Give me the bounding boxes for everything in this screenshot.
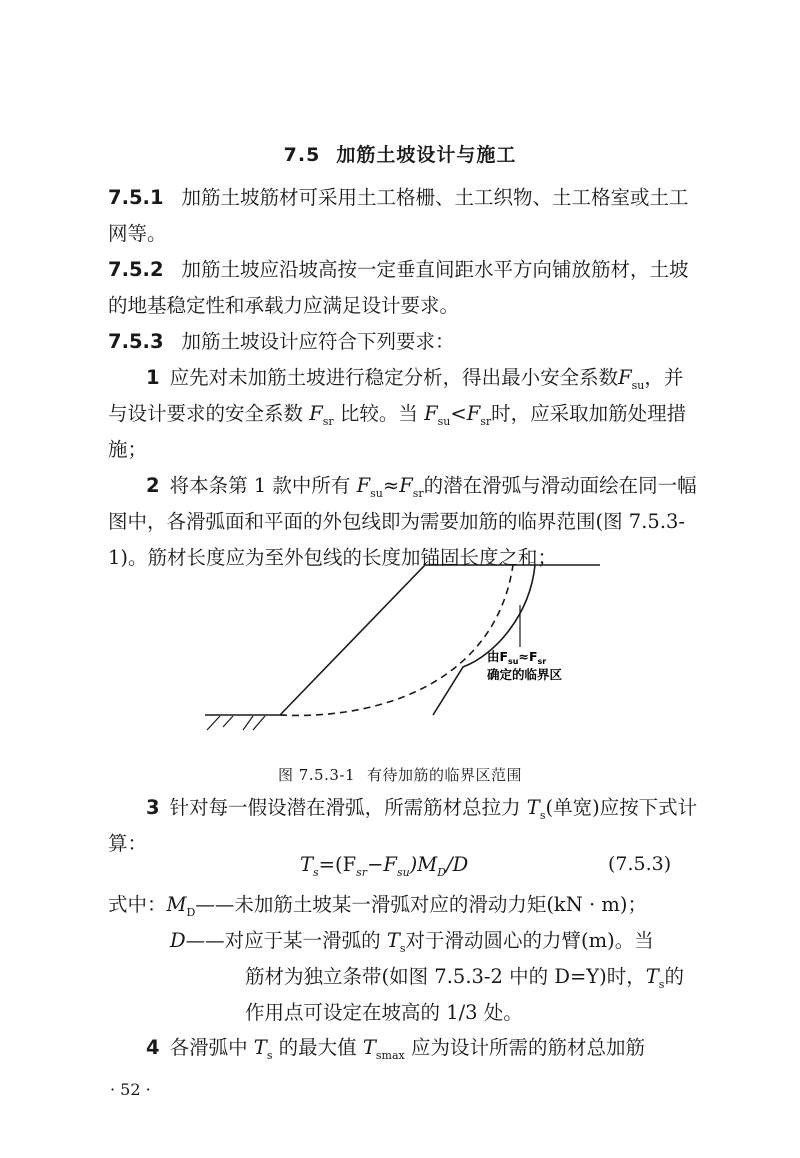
- label-line-1: [487, 649, 546, 666]
- label-sub: su: [508, 657, 519, 666]
- hatch-2: [223, 716, 233, 727]
- item-number: 4: [146, 1036, 160, 1059]
- formula-part: /D: [446, 853, 469, 876]
- label-part: 由F: [487, 649, 509, 664]
- formula-sub: sr: [356, 865, 368, 879]
- symbol-f: F: [356, 474, 371, 497]
- item-number: 2: [146, 474, 160, 497]
- item-number: 1: [146, 366, 160, 389]
- definition-md: [108, 887, 647, 923]
- formula-part: )M: [409, 853, 438, 876]
- symbol-f: F: [309, 402, 323, 425]
- item-text: 应为设计所需的筋材总加筋: [410, 1036, 645, 1059]
- formula-sub: D: [437, 865, 447, 879]
- clause-7-5-2: [108, 252, 698, 324]
- symbol-sub: s: [399, 941, 406, 955]
- symbol-sub: su: [437, 414, 451, 428]
- item-text: ，并与设计要求的安全系数: [108, 366, 684, 425]
- formula-part: =(F: [318, 853, 357, 876]
- formula-sub: su: [396, 865, 410, 879]
- symbol-sub: sr: [480, 414, 492, 428]
- symbol-d: D: [170, 929, 186, 952]
- label-part: ≈F: [518, 649, 538, 664]
- symbol-t: T: [386, 929, 400, 952]
- hatch-4: [253, 716, 265, 730]
- symbol-sub: D: [186, 905, 196, 919]
- definition-d: [170, 923, 654, 959]
- section-heading: 加筋土坡设计与施工: [336, 144, 517, 166]
- symbol-t: T: [253, 1036, 267, 1059]
- caption-number: 图 7.5.3-1: [277, 766, 356, 784]
- symbol-sub: s: [266, 1048, 273, 1062]
- symbol-f: F: [424, 402, 438, 425]
- symbol-sub: smax: [375, 1048, 405, 1062]
- item-1: [108, 360, 698, 468]
- critical-zone-figure: [195, 555, 615, 755]
- definition-intro: 式中：: [108, 893, 167, 916]
- formula-part: −F: [367, 853, 397, 876]
- clause-7-5-1: [108, 180, 698, 252]
- section-title: [0, 140, 800, 167]
- item-3: [108, 790, 698, 862]
- symbol-t: T: [362, 1036, 376, 1059]
- symbol-sub: sr: [412, 486, 424, 500]
- clause-text: 加筋土坡设计应符合下列要求：: [181, 330, 455, 353]
- definition-text: 的: [664, 965, 684, 988]
- slip-arc-dashed: [280, 565, 513, 715]
- item-text: 应先对未加筋土坡进行稳定分析，得出最小安全系数: [169, 366, 619, 389]
- figure-caption: [0, 764, 800, 785]
- definition-text: ——未加筋土坡某一滑弧对应的滑动力矩(kN · m)；: [195, 893, 647, 916]
- clause-text: 加筋土坡筋材可采用土工格栅、土工织物、土工格室或土工网等。: [108, 186, 689, 245]
- clause-text: 加筋土坡应沿坡高按一定垂直间距水平方向铺放筋材，土坡的地基稳定性和承载力应满足设计要求。: [108, 258, 689, 317]
- item-text: 各滑弧中: [169, 1036, 248, 1059]
- hatch-3: [243, 716, 253, 730]
- formula-sub: s: [313, 865, 319, 879]
- item-text: 的最大值: [278, 1036, 357, 1059]
- page-number: · 52 ·: [110, 1080, 151, 1099]
- symbol-sub: s: [658, 977, 665, 991]
- clause-number: 7.5.2: [108, 258, 164, 281]
- symbol-t: T: [526, 796, 540, 819]
- item-text: 将本条第 1 款中所有: [169, 474, 351, 497]
- definition-text: ——对应于某一滑弧的: [185, 929, 381, 952]
- symbol-f: F: [399, 474, 413, 497]
- formula-number: (7.5.3): [608, 853, 672, 875]
- definition-text: 对于滑动圆心的力臂(m)。当: [405, 929, 654, 952]
- item-text: (单宽)应按下式计算：: [108, 796, 698, 855]
- formula-7-5-3: [300, 853, 469, 879]
- symbol-sub: s: [539, 808, 546, 822]
- clause-number: 7.5.3: [108, 330, 164, 353]
- approx-sign: ≈: [382, 474, 400, 497]
- less-than-sign: <: [450, 402, 467, 425]
- symbol-m: M: [166, 893, 187, 916]
- symbol-f: F: [618, 366, 632, 389]
- item-text: 比较。当: [339, 402, 418, 425]
- symbol-sub: su: [370, 486, 383, 500]
- label-line-2: 确定的临界区: [487, 667, 563, 682]
- definition-d-line-2: [245, 959, 684, 995]
- caption-text: 有待加筋的临界区范围: [367, 766, 523, 784]
- item-number: 3: [146, 796, 160, 819]
- hatch-1: [207, 716, 220, 730]
- symbol-f: F: [466, 402, 481, 425]
- slope-face: [280, 565, 425, 715]
- symbol-sub: sr: [322, 414, 334, 428]
- label-sub: sr: [537, 657, 547, 666]
- section-number: 7.5: [283, 144, 321, 166]
- formula-part: T: [300, 853, 314, 876]
- item-4: [108, 1030, 698, 1066]
- symbol-t: T: [645, 965, 659, 988]
- item-text: 时，应采取加筋处理措施；: [108, 402, 687, 461]
- clause-7-5-3: [108, 324, 698, 360]
- symbol-sub: su: [631, 378, 645, 392]
- item-text: 的潜在滑弧与滑动面绘在同一幅图中，各滑弧面和平面的外包线即为需要加筋的临界范围(图 7.5.3-1)。筋材长度应为至外包线的长度加锚固长度之和；: [108, 474, 697, 569]
- definition-text: 筋材为独立条带(如图 7.5.3-2 中的 D=Y)时，: [245, 965, 646, 988]
- item-text: 针对每一假设潜在滑弧，所需筋材总拉力: [169, 796, 521, 819]
- clause-number: 7.5.1: [108, 186, 164, 209]
- definition-d-line-3: 作用点可设定在坡高的 1/3 处。: [245, 1001, 523, 1024]
